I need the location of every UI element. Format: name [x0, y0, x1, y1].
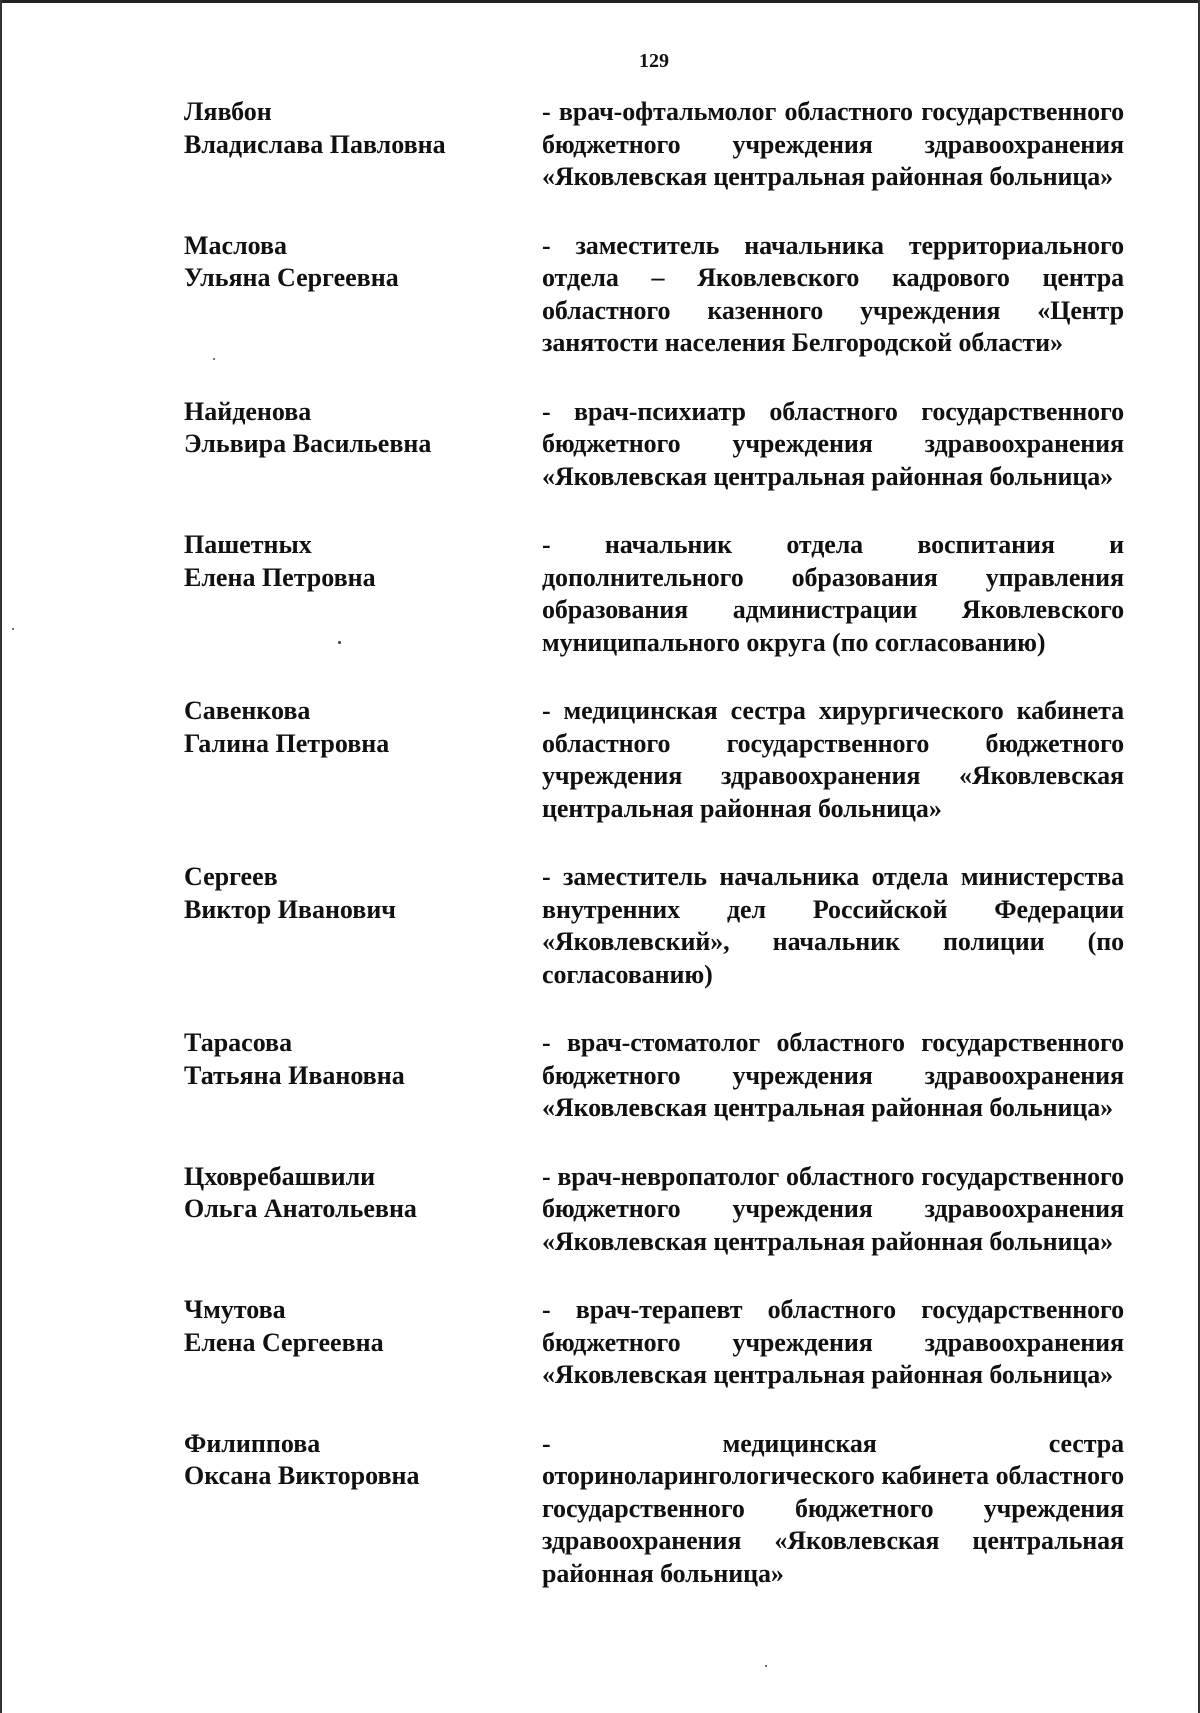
member-surname: Найденова	[184, 396, 312, 426]
scan-speck	[213, 358, 215, 360]
member-given-names: Елена Петровна	[184, 562, 376, 592]
member-role: - заместитель начальника отдела министерства внутренних дел Российской Федерации «Яковлевский», начальник полиции (по согласованию)	[542, 862, 1124, 989]
member-given-names: Галина Петровна	[184, 728, 390, 758]
member-name	[184, 1161, 542, 1259]
member-given-names: Владислава Павловна	[184, 129, 446, 159]
member-surname: Тарасова	[184, 1028, 293, 1057]
member-surname: Маслова	[184, 230, 288, 260]
list-item	[184, 230, 1124, 360]
list-item	[184, 396, 1124, 494]
member-surname: Пашетных	[184, 530, 312, 559]
list-item	[184, 695, 1124, 825]
member-name	[184, 529, 542, 659]
member-given-names: Оксана Викторовна	[184, 1461, 420, 1490]
member-role: - врач-терапевт областного государственного бюджетного учреждения здравоохранения «Яковлевская центральная районная больница»	[542, 1295, 1124, 1389]
member-role: - врач-офтальмолог областного государственного бюджетного учреждения здравоохранения «Яковлевская центральная районная больница»	[542, 97, 1124, 191]
scan-edge-left	[0, 0, 2, 1713]
member-name	[184, 1294, 542, 1392]
list-item	[184, 861, 1124, 991]
list-item	[184, 1161, 1124, 1259]
member-name	[184, 96, 542, 194]
member-name	[184, 1428, 542, 1591]
member-role: - врач-психиатр областного государственного бюджетного учреждения здравоохранения «Яковлевская центральная районная больница»	[542, 396, 1124, 491]
page-number: 129	[639, 50, 669, 72]
member-name	[184, 861, 542, 991]
member-given-names: Эльвира Васильевна	[184, 429, 432, 458]
member-name	[184, 1027, 542, 1125]
member-given-names: Ольга Анатольевна	[184, 1194, 417, 1223]
member-role: - врач-стоматолог областного государственного бюджетного учреждения здравоохранения «Яковлевская центральная районная больница»	[542, 1028, 1124, 1122]
member-given-names: Ульяна Сергеевна	[184, 263, 399, 292]
member-role: - медицинская сестра оториноларингологического кабинета областного государственного бюджетного учреждения здравоохранения «Яковлевская центральная районная больница»	[542, 1428, 1124, 1588]
list-item	[184, 1294, 1124, 1392]
list-item	[184, 1428, 1124, 1591]
list-item	[184, 1027, 1124, 1125]
member-role: - врач-невропатолог областного государственного бюджетного учреждения здравоохранения «Яковлевская центральная районная больница»	[542, 1161, 1124, 1256]
scan-edge-top	[0, 0, 1200, 3]
member-name	[184, 396, 542, 494]
member-given-names: Виктор Иванович	[184, 894, 396, 924]
member-surname: Чмутова	[184, 1295, 286, 1324]
scan-speck	[765, 1665, 767, 1667]
member-given-names: Татьяна Ивановна	[184, 1060, 405, 1090]
member-role: - начальник отдела воспитания и дополнительного образования управления образования администрации Яковлевского муниципального округа (по согласованию)	[542, 530, 1124, 657]
member-name	[184, 230, 542, 360]
scan-speck	[12, 628, 14, 630]
list-item	[184, 529, 1124, 659]
member-given-names: Елена Сергеевна	[184, 1327, 384, 1357]
member-name	[184, 695, 542, 825]
member-role: - медицинская сестра хирургического кабинета областного государственного бюджетного учреждения здравоохранения «Яковлевская центральная районная больница»	[542, 696, 1124, 823]
member-role: - заместитель начальника территориального отдела – Яковлевского кадрового центра областного казенного учреждения «Центр занятости населения Белгородской области»	[542, 230, 1124, 357]
member-surname: Савенкова	[184, 696, 311, 725]
member-surname: Сергеев	[184, 862, 278, 891]
member-surname: Цховребашвили	[184, 1161, 376, 1191]
list-item	[184, 96, 1124, 194]
scan-speck	[338, 641, 341, 644]
member-surname: Филиппова	[184, 1428, 321, 1458]
member-surname: Лявбон	[184, 97, 272, 126]
member-list	[184, 96, 1124, 1626]
